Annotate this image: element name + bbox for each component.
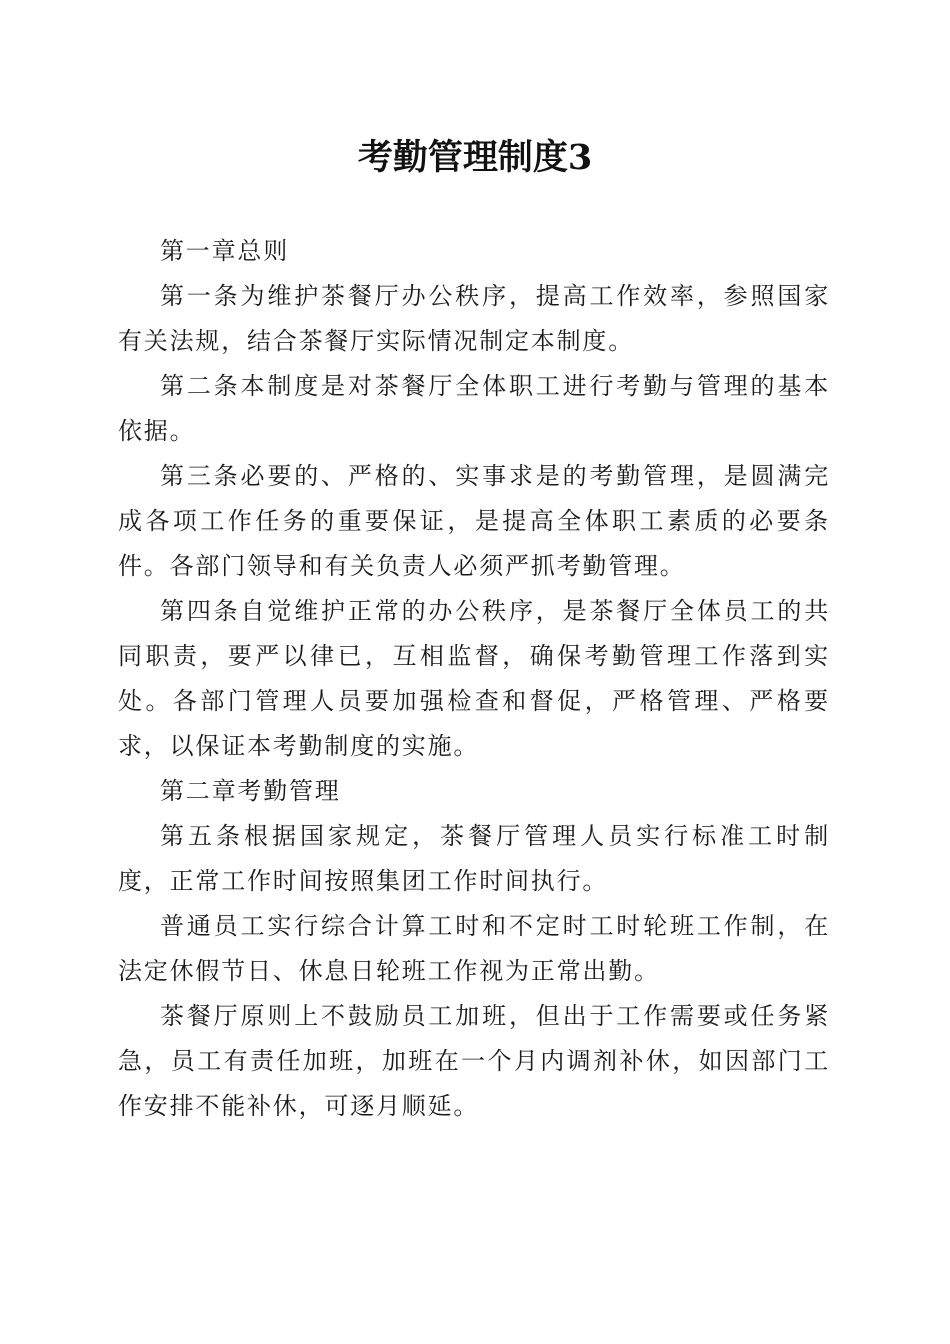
chapter-heading: 第一章总则 xyxy=(160,237,289,265)
paragraph: 第四条自觉维护正常的办公秩序，是茶餐厅全体员工的共同职责，要严以律已，互相监督，确保考勤管理工作落到实处。各部门管理人员要加强检查和督促，严格管理、严格要求，以保证本考勤制度的实施。 xyxy=(118,597,830,760)
document-body xyxy=(118,229,830,1129)
paragraph: 第一条为维护茶餐厅办公秩序，提高工作效率，参照国家有关法规，结合茶餐厅实际情况制定本制度。 xyxy=(118,282,830,355)
paragraph: 第三条必要的、严格的、实事求是的考勤管理，是圆满完成各项工作任务的重要保证，是提高全体职工素质的必要条件。各部门领导和有关负责人必须严抓考勤管理。 xyxy=(118,462,830,580)
chapter-heading: 第二章考勤管理 xyxy=(160,777,341,805)
document-title: 考勤管理制度3 xyxy=(357,137,593,178)
paragraph: 第五条根据国家规定，茶餐厅管理人员实行标准工时制度，正常工作时间按照集团工作时间执行。 xyxy=(118,822,830,895)
paragraph: 茶餐厅原则上不鼓励员工加班，但出于工作需要或任务紧急，员工有责任加班，加班在一个月内调剂补休，如因部门工作安排不能补休，可逐月顺延。 xyxy=(118,1002,830,1120)
paragraph: 第二条本制度是对茶餐厅全体职工进行考勤与管理的基本依据。 xyxy=(118,372,830,445)
paragraph: 普通员工实行综合计算工时和不定时工时轮班工作制，在法定休假节日、休息日轮班工作视为正常出勤。 xyxy=(118,912,830,985)
